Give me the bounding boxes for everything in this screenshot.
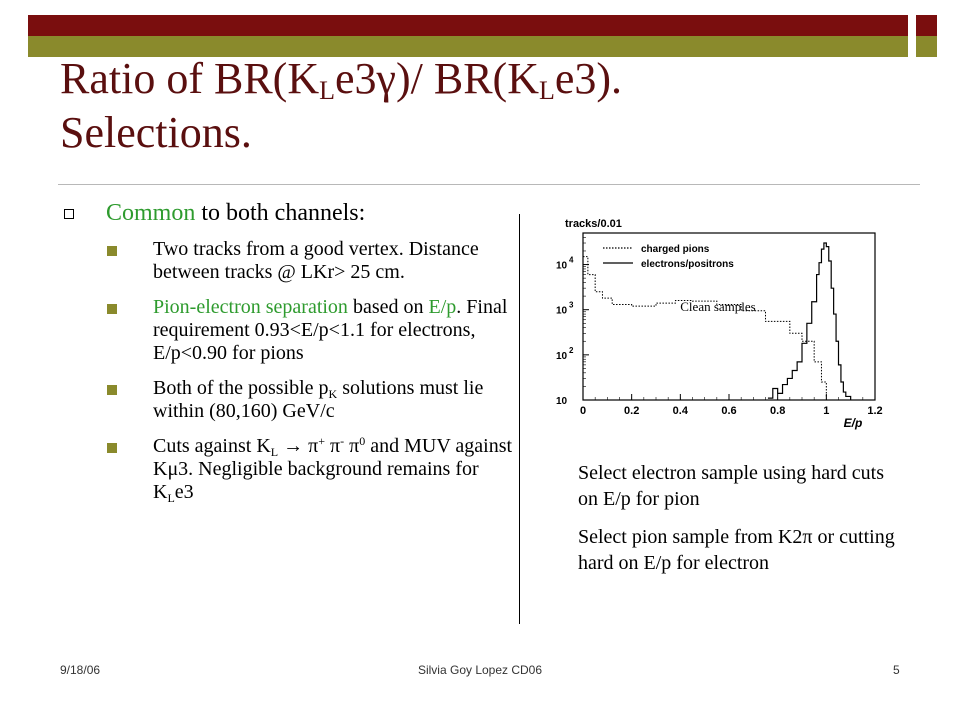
legend-label: electrons/positrons xyxy=(641,259,734,270)
criterion-separation: Pion-electron separation based on E/p. Final requirement 0.93<E/p<1.1 for electrons, E/p<0.90 for pions xyxy=(105,296,515,365)
y-tick-exponent: 2 xyxy=(569,345,574,355)
chart-annotation: Clean samples xyxy=(680,299,756,314)
heading-highlight: Common xyxy=(106,200,196,226)
note-electron-sample: Select electron sample using hard cuts on E/p for pion xyxy=(578,462,885,510)
legend-label: charged pions xyxy=(641,244,710,255)
x-tick-label: 1 xyxy=(823,405,830,417)
criteria-list xyxy=(105,238,515,516)
title-line-2: Selections. xyxy=(60,108,252,157)
y-axis-label: tracks/0.01 xyxy=(565,218,622,230)
title-line-1: Ratio of $BR(K_Le3\gamma)/$ $BR(K_Le3)$. xyxy=(60,54,623,105)
criterion-vertex: Two tracks from a good vertex. Distance between tracks @ LKr> 25 cm. xyxy=(105,238,515,284)
y-tick-label: 10 xyxy=(556,305,568,317)
footer-author: Silvia Goy Lopez CD06 xyxy=(417,663,543,677)
title-decoration-bar xyxy=(28,15,943,57)
y-tick-label: 10 xyxy=(556,260,568,272)
ep-histogram xyxy=(545,205,885,430)
x-tick-label: 0.4 xyxy=(672,405,688,417)
decor-band-dark xyxy=(28,15,908,36)
x-tick-label: 0 xyxy=(579,405,587,417)
x-axis-label: E/p xyxy=(843,416,863,430)
y-tick-label: 10 xyxy=(556,396,568,407)
x-tick-label: 0.2 xyxy=(624,405,640,417)
square-bullet-icon xyxy=(107,304,117,314)
footer-date: 9/18/06 xyxy=(60,663,101,677)
column-divider xyxy=(519,214,520,624)
y-tick-exponent: 3 xyxy=(569,300,574,310)
y-tick-label: 10 xyxy=(556,350,568,362)
heading-text: to both channels: xyxy=(195,200,366,226)
sample-notes xyxy=(578,460,908,588)
x-tick-label: 1.2 xyxy=(867,405,883,417)
footer-page-number: 5 xyxy=(893,663,900,677)
x-tick-label: 0.8 xyxy=(770,405,786,417)
title-divider xyxy=(58,184,920,185)
slide-title xyxy=(60,52,930,160)
x-tick-label: 0.6 xyxy=(721,405,737,417)
criterion-momentum: Both of the possible $p_K$ solutions must lie within (80,160) GeV/c xyxy=(105,377,515,423)
ep-histogram-svg xyxy=(545,205,885,430)
note-pion-sample: Select pion sample from K2π or cutting hard on E/p for electron xyxy=(578,526,895,574)
square-bullet-icon xyxy=(107,385,117,395)
y-tick-exponent: 4 xyxy=(569,255,574,265)
square-bullet-icon xyxy=(107,443,117,453)
criterion-cuts: Cuts against $K_L \to \pi^+$ π- $\pi^0$ and MUV against Kμ3. Negligible background remains for $K_Le3$ xyxy=(105,435,515,504)
hollow-square-bullet-icon xyxy=(64,209,74,219)
series-charged-pions xyxy=(583,257,826,399)
decor-square-dark xyxy=(916,15,937,36)
square-bullet-icon xyxy=(107,246,117,256)
